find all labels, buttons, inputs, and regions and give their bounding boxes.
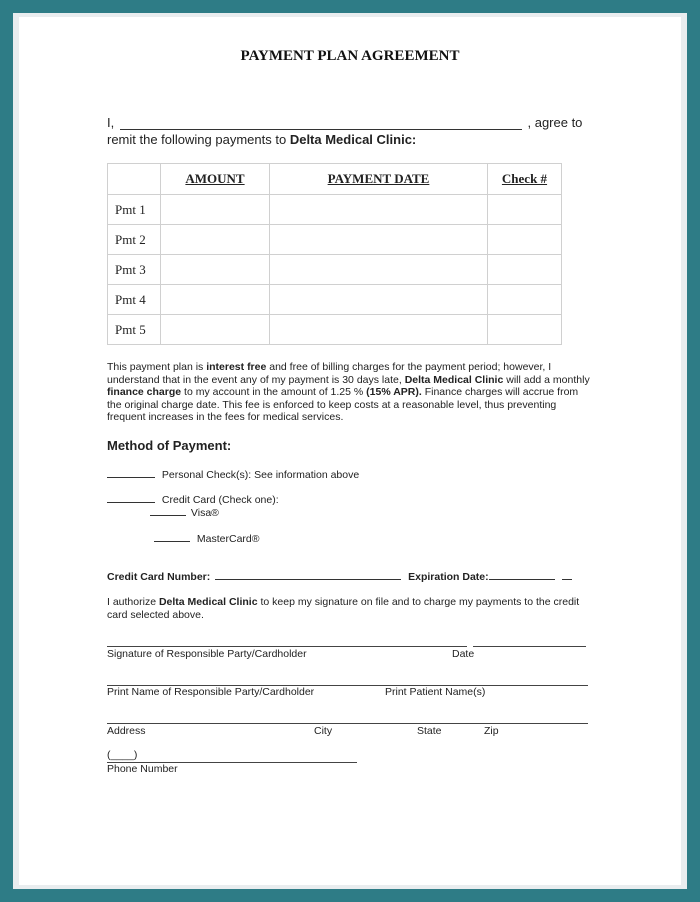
payment-date-cell[interactable] — [270, 225, 488, 255]
mastercard-label: MasterCard® — [196, 533, 260, 545]
table-row — [108, 225, 562, 255]
remit-line — [107, 132, 416, 147]
authorize-text-2: to keep my signature on file and to charge my payments to the credit card selected above. — [107, 596, 580, 621]
city-label: City — [314, 725, 333, 737]
terms-text-3: will add a monthly — [506, 373, 590, 386]
check-number-header: Check # — [488, 164, 562, 195]
corner-cell — [108, 164, 161, 195]
terms-text-2: and free of billing charges for the payment period; however, I understand that in the event any of my payment is 30 days late, — [107, 361, 552, 386]
table-header-row — [108, 164, 562, 195]
amount-cell[interactable] — [161, 195, 270, 225]
row-label: Pmt 3 — [108, 255, 161, 285]
card-number-label: Credit Card Number: — [107, 571, 211, 583]
authorize-bold-clinic: Delta Medical Clinic — [158, 596, 258, 608]
phone-label: Phone Number — [107, 763, 178, 775]
amount-header: AMOUNT — [161, 164, 270, 195]
address-label: Address — [107, 725, 146, 737]
remit-text: remit the following payments to — [107, 132, 287, 147]
phone-area-code: (____) — [107, 749, 138, 761]
payment-date-cell[interactable] — [270, 255, 488, 285]
method-heading: Method of Payment: — [107, 438, 232, 453]
mastercard-option — [154, 531, 260, 545]
terms-paragraph — [107, 361, 595, 424]
amount-cell[interactable] — [161, 285, 270, 315]
terms-text-4: to my account in the amount of 1.25 % — [184, 386, 364, 398]
check-number-cell[interactable] — [488, 225, 562, 255]
payment-date-header: PAYMENT DATE — [270, 164, 488, 195]
table-row — [108, 285, 562, 315]
payment-date-cell[interactable] — [270, 195, 488, 225]
card-number-row — [107, 569, 572, 583]
date-line[interactable] — [473, 646, 586, 647]
payment-date-cell[interactable] — [270, 315, 488, 345]
check-number-cell[interactable] — [488, 315, 562, 345]
print-name-label: Print Name of Responsible Party/Cardholder — [107, 686, 315, 698]
table-row — [108, 255, 562, 285]
signature-line[interactable] — [107, 646, 467, 647]
visa-option — [150, 505, 219, 519]
personal-check-option — [107, 467, 359, 481]
address-line[interactable] — [107, 723, 588, 724]
clinic-name: Delta Medical Clinic: — [289, 132, 417, 147]
authorize-text-1: I authorize — [107, 596, 157, 608]
amount-cell[interactable] — [161, 225, 270, 255]
patient-name-label: Print Patient Name(s) — [385, 686, 486, 698]
expiration-label: Expiration Date: — [408, 571, 489, 583]
row-label: Pmt 4 — [108, 285, 161, 315]
check-number-cell[interactable] — [488, 195, 562, 225]
visa-blank[interactable] — [150, 505, 186, 516]
amount-cell[interactable] — [161, 255, 270, 285]
name-line — [107, 115, 582, 130]
page-title: PAYMENT PLAN AGREEMENT — [240, 48, 460, 64]
terms-text-5: Finance charges will accrue from the original charge date. This fee is enforced to keep costs at a reasonable level, thus preventing frequent increases in the fees for medical services. — [107, 386, 579, 423]
terms-bold-clinic: Delta Medical Clinic — [404, 373, 504, 386]
amount-cell[interactable] — [161, 315, 270, 345]
signature-label: Signature of Responsible Party/Cardholder — [107, 648, 307, 660]
document-page — [19, 17, 681, 885]
state-label: State — [417, 725, 442, 737]
expiration-blank[interactable] — [489, 569, 555, 580]
table-row — [108, 195, 562, 225]
terms-bold-interest: interest free — [206, 361, 267, 373]
name-blank[interactable] — [120, 116, 522, 130]
visa-label: Visa® — [190, 507, 219, 519]
mastercard-blank[interactable] — [154, 531, 190, 542]
authorize-paragraph — [107, 596, 587, 621]
check-number-cell[interactable] — [488, 285, 562, 315]
expiration-blank-2[interactable] — [562, 569, 572, 580]
personal-check-label: Personal Check(s): See information above — [161, 469, 360, 481]
payment-date-cell[interactable] — [270, 285, 488, 315]
table-row — [108, 315, 562, 345]
card-number-blank[interactable] — [215, 569, 401, 580]
terms-bold-finance: finance charge — [107, 386, 182, 398]
credit-card-option — [107, 492, 279, 506]
row-label: Pmt 5 — [108, 315, 161, 345]
payment-table — [107, 163, 562, 345]
zip-label: Zip — [484, 725, 499, 737]
credit-card-blank[interactable] — [107, 492, 155, 503]
i-label: I, — [107, 115, 115, 130]
date-label: Date — [452, 648, 475, 660]
terms-text-1: This payment plan is — [107, 361, 204, 373]
agree-to-text: , agree to — [527, 115, 583, 130]
credit-card-label: Credit Card (Check one): — [161, 494, 279, 506]
terms-bold-apr: (15% APR). — [366, 386, 422, 398]
row-label: Pmt 1 — [108, 195, 161, 225]
row-label: Pmt 2 — [108, 225, 161, 255]
check-number-cell[interactable] — [488, 255, 562, 285]
personal-check-blank[interactable] — [107, 467, 155, 478]
